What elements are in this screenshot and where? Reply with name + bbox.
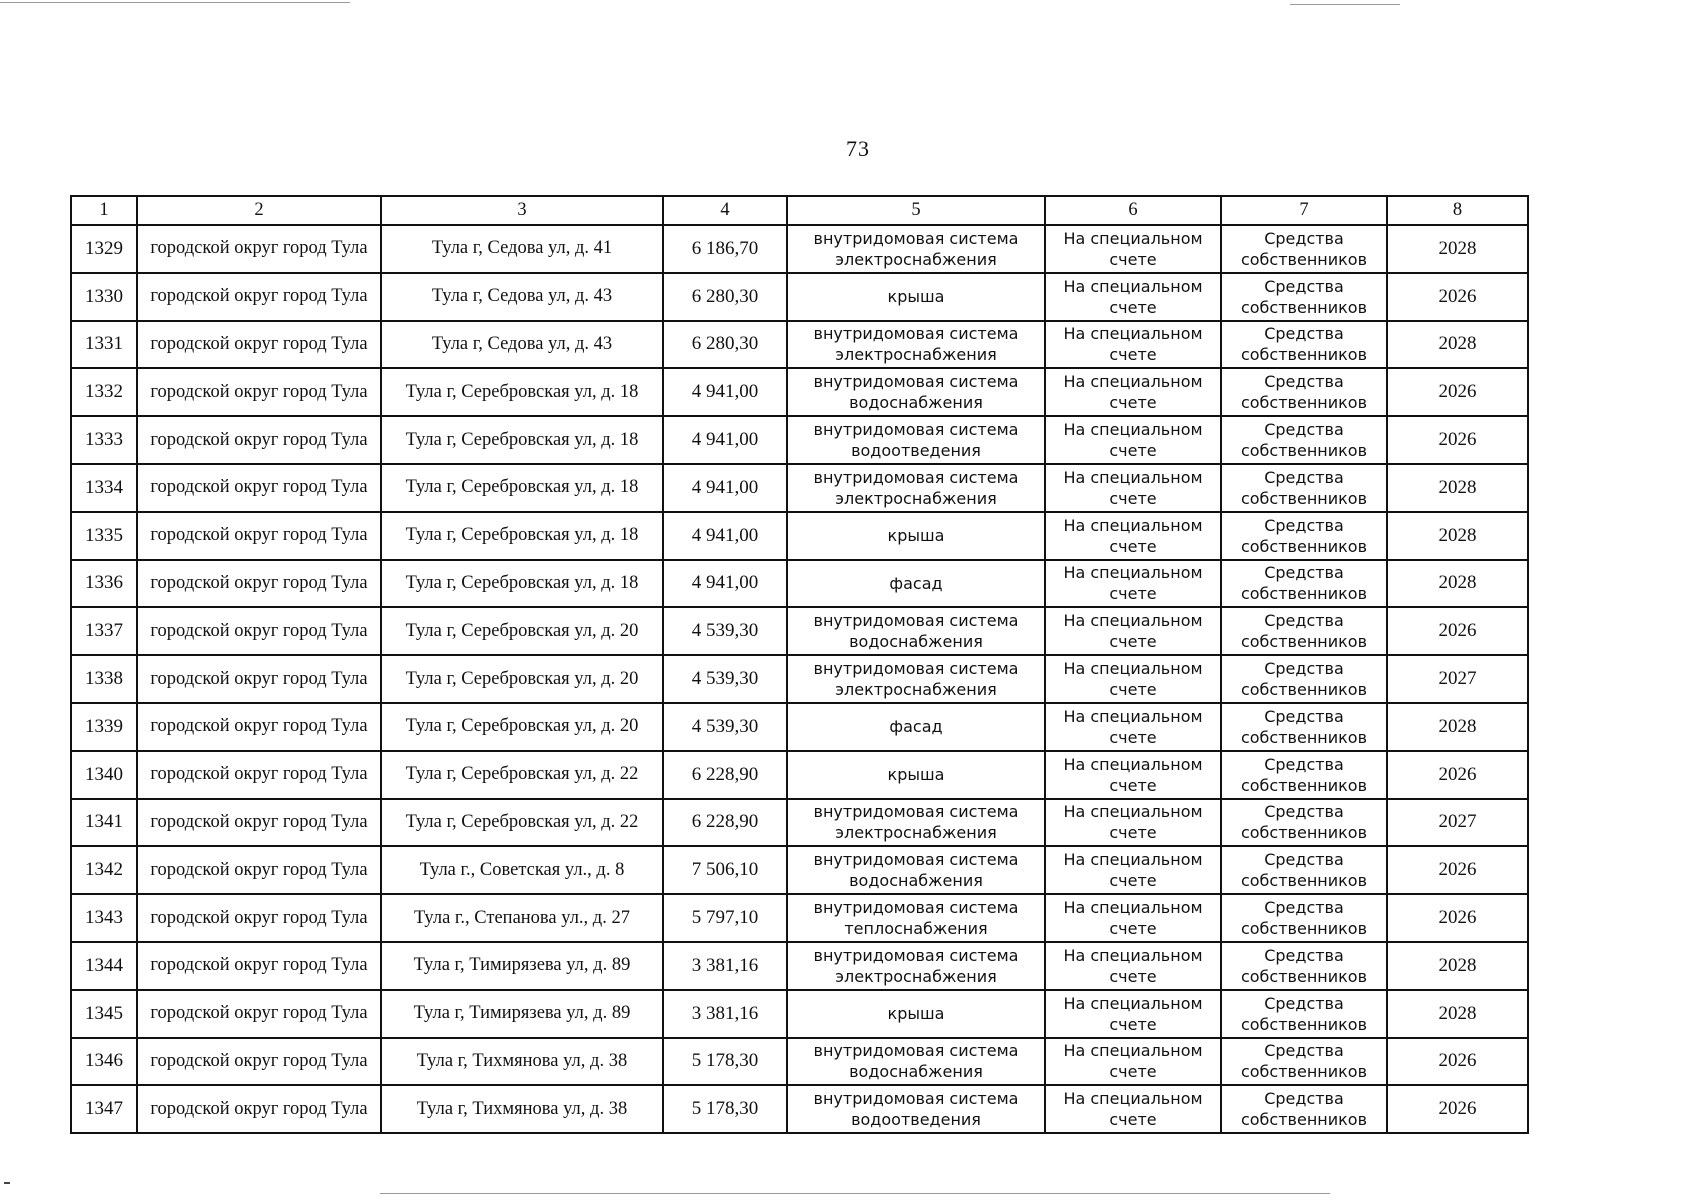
account-cell [1045,751,1221,799]
account-line: счете [1109,441,1157,461]
year-cell: 2026 [1387,1038,1528,1086]
column-number: 3 [381,196,663,225]
scan-edge-bottom-left [4,1182,10,1184]
year-cell: 2026 [1387,273,1528,321]
area-cell: 6 280,30 [663,273,787,321]
funds-line: Средства [1264,1089,1344,1109]
area-cell: 4 941,00 [663,464,787,512]
year-cell: 2026 [1387,751,1528,799]
work-type-line: фасад [889,573,943,593]
row-number-cell: 1342 [71,846,137,894]
funds-line: собственников [1240,584,1368,604]
year-cell: 2028 [1387,225,1528,273]
address-cell: Тула г, Седова ул, д. 43 [381,321,663,369]
row-number-cell: 1339 [71,703,137,751]
work-type-cell [787,512,1045,560]
address-cell: Тула г, Серебровская ул, д. 18 [381,464,663,512]
funds-line: Средства [1264,898,1344,918]
row-number-cell: 1341 [71,799,137,847]
district-cell: городской округ город Тула [137,1038,381,1086]
work-type-line: электроснабжения [835,345,997,365]
funds-cell [1221,894,1387,942]
funds-line: Средства [1264,1041,1344,1061]
area-cell: 4 941,00 [663,416,787,464]
row-number-cell: 1347 [71,1085,137,1133]
funds-line: Средства [1264,611,1344,631]
row-number-cell: 1340 [71,751,137,799]
column-number: 5 [787,196,1045,225]
address-cell: Тула г, Серебровская ул, д. 22 [381,751,663,799]
account-cell [1045,942,1221,990]
district-cell: городской округ город Тула [137,273,381,321]
account-line: счете [1109,1014,1157,1034]
work-type-line: фасад [889,717,943,737]
account-cell [1045,368,1221,416]
funds-line: Средства [1264,754,1344,774]
funds-cell [1221,942,1387,990]
address-cell: Тула г., Советская ул., д. 8 [381,846,663,894]
funds-line: собственников [1240,297,1368,317]
work-type-cell [787,368,1045,416]
work-type-cell [787,894,1045,942]
account-line: счете [1109,823,1157,843]
account-cell [1045,607,1221,655]
district-cell: городской округ город Тула [137,751,381,799]
row-number-cell: 1334 [71,464,137,512]
table-row [71,1038,1528,1086]
account-line: На специальном [1063,372,1203,392]
account-line: На специальном [1063,467,1203,487]
funds-cell [1221,799,1387,847]
row-number-cell: 1333 [71,416,137,464]
account-line: На специальном [1063,659,1203,679]
account-line: счете [1109,393,1157,413]
funds-line: собственников [1240,919,1368,939]
year-cell: 2028 [1387,990,1528,1038]
column-number: 8 [1387,196,1528,225]
work-type-line: водоснабжения [849,871,983,891]
work-type-cell [787,321,1045,369]
account-line: счете [1109,727,1157,747]
area-cell: 6 280,30 [663,321,787,369]
area-cell: 4 941,00 [663,368,787,416]
area-cell: 4 941,00 [663,560,787,608]
funds-cell [1221,703,1387,751]
funds-cell [1221,368,1387,416]
address-cell: Тула г, Серебровская ул, д. 22 [381,799,663,847]
funds-line: собственников [1240,680,1368,700]
year-cell: 2028 [1387,942,1528,990]
funds-cell [1221,1085,1387,1133]
funds-line: собственников [1240,393,1368,413]
district-cell: городской округ город Тула [137,799,381,847]
account-cell [1045,846,1221,894]
work-type-line: внутридомовая система [813,372,1019,392]
table-row [71,464,1528,512]
district-cell: городской округ город Тула [137,990,381,1038]
account-line: На специальном [1063,515,1203,535]
work-type-line: внутридомовая система [813,945,1019,965]
row-number-cell: 1336 [71,560,137,608]
funds-cell [1221,321,1387,369]
funds-line: Средства [1264,802,1344,822]
address-cell: Тула г, Серебровская ул, д. 20 [381,655,663,703]
address-cell: Тула г, Серебровская ул, д. 18 [381,512,663,560]
table-row [71,512,1528,560]
funds-line: собственников [1240,727,1368,747]
account-line: На специальном [1063,324,1203,344]
account-line: счете [1109,536,1157,556]
district-cell: городской округ город Тула [137,416,381,464]
district-cell: городской округ город Тула [137,1085,381,1133]
funds-line: Средства [1264,324,1344,344]
account-cell [1045,1038,1221,1086]
funds-line: собственников [1240,1014,1368,1034]
table-row [71,321,1528,369]
work-type-line: внутридомовая система [813,420,1019,440]
address-cell: Тула г, Седова ул, д. 43 [381,273,663,321]
account-line: На специальном [1063,420,1203,440]
table-row [71,894,1528,942]
district-cell: городской округ город Тула [137,225,381,273]
account-line: счете [1109,584,1157,604]
year-cell: 2027 [1387,655,1528,703]
account-line: счете [1109,345,1157,365]
column-number-row [71,196,1528,225]
address-cell: Тула г, Серебровская ул, д. 18 [381,560,663,608]
funds-cell [1221,655,1387,703]
work-type-line: теплоснабжения [844,919,988,939]
work-type-cell [787,464,1045,512]
area-cell: 3 381,16 [663,942,787,990]
work-type-line: крыша [887,765,945,785]
work-type-cell [787,1038,1045,1086]
funds-cell [1221,990,1387,1038]
page-number: 73 [846,136,870,161]
table-row [71,703,1528,751]
funds-line: Средства [1264,850,1344,870]
work-type-line: внутридомовая система [813,611,1019,631]
funds-cell [1221,225,1387,273]
year-cell: 2026 [1387,416,1528,464]
funds-cell [1221,607,1387,655]
table-row [71,751,1528,799]
column-number: 7 [1221,196,1387,225]
work-type-line: внутридомовая система [813,850,1019,870]
work-type-line: внутридомовая система [813,659,1019,679]
area-cell: 6 228,90 [663,751,787,799]
row-number-cell: 1338 [71,655,137,703]
district-cell: городской округ город Тула [137,560,381,608]
address-cell: Тула г, Серебровская ул, д. 18 [381,416,663,464]
account-cell [1045,416,1221,464]
funds-line: Средства [1264,467,1344,487]
row-number-cell: 1337 [71,607,137,655]
account-cell [1045,703,1221,751]
account-cell [1045,321,1221,369]
funds-cell [1221,846,1387,894]
funds-line: собственников [1240,966,1368,986]
work-type-line: внутридомовая система [813,1041,1019,1061]
year-cell: 2027 [1387,799,1528,847]
account-line: На специальном [1063,563,1203,583]
district-cell: городской округ город Тула [137,655,381,703]
funds-line: собственников [1240,1062,1368,1082]
account-line: На специальном [1063,898,1203,918]
account-line: На специальном [1063,276,1203,296]
account-line: счете [1109,919,1157,939]
address-cell: Тула г, Серебровская ул, д. 20 [381,607,663,655]
district-cell: городской округ город Тула [137,703,381,751]
table-row [71,1085,1528,1133]
work-type-line: водоснабжения [849,1062,983,1082]
funds-line: Средства [1264,515,1344,535]
row-number-cell: 1335 [71,512,137,560]
work-type-line: электроснабжения [835,823,997,843]
funds-line: собственников [1240,871,1368,891]
work-type-line: внутридомовая система [813,228,1019,248]
address-cell: Тула г., Степанова ул., д. 27 [381,894,663,942]
address-cell: Тула г, Серебровская ул, д. 18 [381,368,663,416]
work-type-line: внутридомовая система [813,898,1019,918]
row-number-cell: 1345 [71,990,137,1038]
account-line: На специальном [1063,993,1203,1013]
account-cell [1045,512,1221,560]
funds-cell [1221,751,1387,799]
work-type-line: внутридомовая система [813,802,1019,822]
row-number-cell: 1329 [71,225,137,273]
work-type-cell [787,655,1045,703]
funds-line: Средства [1264,372,1344,392]
account-line: счете [1109,249,1157,269]
funds-line: Средства [1264,563,1344,583]
account-line: счете [1109,1062,1157,1082]
table-row [71,607,1528,655]
account-line: На специальном [1063,611,1203,631]
account-line: счете [1109,775,1157,795]
work-type-line: электроснабжения [835,488,997,508]
account-line: На специальном [1063,754,1203,774]
scan-edge-top-left [0,2,350,3]
work-type-line: водоотведения [851,1110,981,1130]
column-number: 6 [1045,196,1221,225]
account-cell [1045,1085,1221,1133]
account-line: счете [1109,1110,1157,1130]
work-type-line: внутридомовая система [813,1089,1019,1109]
row-number-cell: 1332 [71,368,137,416]
column-number: 1 [71,196,137,225]
account-line: счете [1109,966,1157,986]
funds-line: собственников [1240,823,1368,843]
area-cell: 4 539,30 [663,703,787,751]
row-number-cell: 1343 [71,894,137,942]
funds-line: собственников [1240,488,1368,508]
account-cell [1045,464,1221,512]
table-row [71,560,1528,608]
address-cell: Тула г, Тимирязева ул, д. 89 [381,990,663,1038]
row-number-cell: 1346 [71,1038,137,1086]
scan-edge-bottom [380,1193,1330,1194]
area-cell: 6 228,90 [663,799,787,847]
account-line: На специальном [1063,802,1203,822]
district-cell: городской округ город Тула [137,512,381,560]
work-type-cell [787,225,1045,273]
account-line: На специальном [1063,1041,1203,1061]
address-cell: Тула г, Тихмянова ул, д. 38 [381,1038,663,1086]
year-cell: 2028 [1387,512,1528,560]
account-line: счете [1109,488,1157,508]
work-type-cell [787,990,1045,1038]
work-type-line: электроснабжения [835,680,997,700]
year-cell: 2026 [1387,368,1528,416]
funds-line: собственников [1240,632,1368,652]
address-cell: Тула г, Серебровская ул, д. 20 [381,703,663,751]
funds-line: Средства [1264,945,1344,965]
registry-table [70,195,1529,1134]
funds-line: Средства [1264,993,1344,1013]
table-row [71,846,1528,894]
account-cell [1045,990,1221,1038]
area-cell: 5 797,10 [663,894,787,942]
row-number-cell: 1331 [71,321,137,369]
account-cell [1045,273,1221,321]
work-type-cell [787,1085,1045,1133]
funds-cell [1221,273,1387,321]
funds-line: собственников [1240,775,1368,795]
table-row [71,368,1528,416]
year-cell: 2026 [1387,607,1528,655]
year-cell: 2028 [1387,703,1528,751]
funds-line: Средства [1264,276,1344,296]
district-cell: городской округ город Тула [137,607,381,655]
district-cell: городской округ город Тула [137,368,381,416]
funds-line: собственников [1240,1110,1368,1130]
work-type-cell [787,799,1045,847]
work-type-line: внутридомовая система [813,467,1019,487]
funds-line: Средства [1264,420,1344,440]
account-line: На специальном [1063,945,1203,965]
row-number-cell: 1344 [71,942,137,990]
column-number: 2 [137,196,381,225]
area-cell: 7 506,10 [663,846,787,894]
account-line: счете [1109,632,1157,652]
work-type-line: водоснабжения [849,632,983,652]
year-cell: 2026 [1387,894,1528,942]
table-row [71,799,1528,847]
funds-line: собственников [1240,345,1368,365]
area-cell: 6 186,70 [663,225,787,273]
area-cell: 5 178,30 [663,1038,787,1086]
account-line: счете [1109,871,1157,891]
district-cell: городской округ город Тула [137,846,381,894]
account-cell [1045,560,1221,608]
funds-cell [1221,416,1387,464]
work-type-cell [787,416,1045,464]
funds-cell [1221,464,1387,512]
account-line: На специальном [1063,228,1203,248]
account-line: счете [1109,680,1157,700]
work-type-line: крыша [887,287,945,307]
funds-line: Средства [1264,706,1344,726]
address-cell: Тула г, Седова ул, д. 41 [381,225,663,273]
registry-body [71,225,1528,1133]
account-cell [1045,655,1221,703]
work-type-cell [787,607,1045,655]
funds-line: Средства [1264,228,1344,248]
row-number-cell: 1330 [71,273,137,321]
work-type-cell [787,846,1045,894]
area-cell: 3 381,16 [663,990,787,1038]
district-cell: городской округ город Тула [137,942,381,990]
funds-cell [1221,560,1387,608]
work-type-cell [787,273,1045,321]
work-type-line: водоснабжения [849,393,983,413]
account-line: счете [1109,297,1157,317]
work-type-line: крыша [887,526,945,546]
address-cell: Тула г, Тимирязева ул, д. 89 [381,942,663,990]
column-number: 4 [663,196,787,225]
funds-cell [1221,512,1387,560]
year-cell: 2028 [1387,321,1528,369]
work-type-line: внутридомовая система [813,324,1019,344]
area-cell: 4 941,00 [663,512,787,560]
year-cell: 2028 [1387,464,1528,512]
work-type-line: электроснабжения [835,966,997,986]
work-type-cell [787,703,1045,751]
funds-line: собственников [1240,536,1368,556]
account-line: На специальном [1063,1089,1203,1109]
scan-edge-top-right [1290,4,1400,5]
address-cell: Тула г, Тихмянова ул, д. 38 [381,1085,663,1133]
area-cell: 5 178,30 [663,1085,787,1133]
work-type-cell [787,560,1045,608]
area-cell: 4 539,30 [663,607,787,655]
work-type-line: электроснабжения [835,249,997,269]
account-line: На специальном [1063,706,1203,726]
funds-line: собственников [1240,249,1368,269]
account-line: На специальном [1063,850,1203,870]
table-row [71,942,1528,990]
table-row [71,990,1528,1038]
year-cell: 2028 [1387,560,1528,608]
funds-line: Средства [1264,659,1344,679]
district-cell: городской округ город Тула [137,894,381,942]
area-cell: 4 539,30 [663,655,787,703]
funds-line: собственников [1240,441,1368,461]
table-row [71,273,1528,321]
table-row [71,655,1528,703]
account-cell [1045,225,1221,273]
funds-cell [1221,1038,1387,1086]
year-cell: 2026 [1387,846,1528,894]
work-type-line: крыша [887,1004,945,1024]
district-cell: городской округ город Тула [137,321,381,369]
work-type-cell [787,942,1045,990]
district-cell: городской округ город Тула [137,464,381,512]
work-type-line: водоотведения [851,441,981,461]
year-cell: 2026 [1387,1085,1528,1133]
account-cell [1045,894,1221,942]
account-cell [1045,799,1221,847]
table-row [71,416,1528,464]
work-type-cell [787,751,1045,799]
table-row [71,225,1528,273]
